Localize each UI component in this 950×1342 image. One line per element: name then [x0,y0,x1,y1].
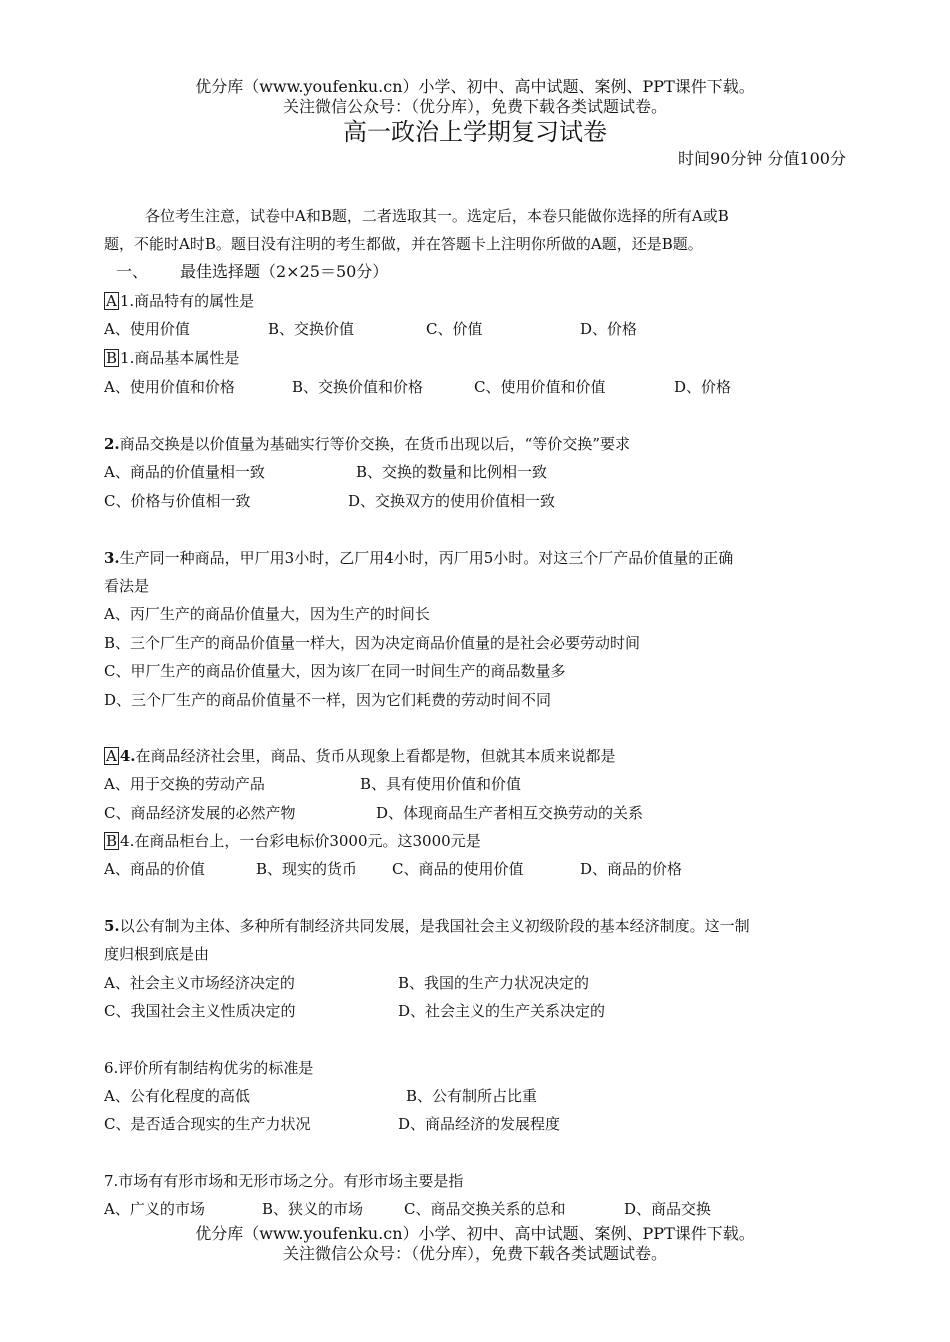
option-c: C、我国社会主义性质决定的 [104,1002,296,1020]
footer-line-2: 关注微信公众号：（优分库），免费下载各类试题试卷。 [282,1244,667,1263]
question-stem-line-1: 以公有制为主体、多种所有制经济共同发展，是我国社会主义初级阶段的基本经济制度。这一制 [119,917,750,935]
option-c: C、商品交换关系的总和 [404,1200,566,1218]
instructions-line-2: 题，不能时A时B。题目没有注明的考生都做，并在答题卡上注明你所做的A题，还是B题。 [104,235,703,253]
option-c: C、价值 [426,320,483,338]
question-1a [104,291,254,311]
question-2 [104,434,630,454]
question-stem-line-1: 生产同一种商品，甲厂用3小时，乙厂用4小时，丙厂用5小时。对这三个厂产品价值量的正确 [119,549,734,567]
option-c: C、使用价值和价值 [474,378,606,396]
option-b: B、三个厂生产的商品价值量一样大，因为决定商品价值量的是社会必要劳动时间 [104,634,641,652]
option-b: B、现实的货币 [256,860,358,878]
variant-b-tag: B [106,349,118,367]
question-4b [104,831,481,851]
question-stem-line-2: 看法是 [104,577,150,595]
option-a: A、广义的市场 [104,1200,205,1218]
header-line-1: 优分库（www.youfenku.cn）小学、初中、高中试题、案例、PPT课件下载。 [195,77,755,96]
option-b: B、具有使用价值和价值 [360,775,522,793]
question-stem-line-2: 度归根到底是由 [104,945,210,963]
question-4a [104,746,616,766]
option-c: C、甲厂生产的商品价值量大，因为该厂在同一时间生产的商品数量多 [104,662,566,680]
option-a: A、使用价值和价格 [104,378,235,396]
variant-b-tag: B [106,832,118,850]
option-a: A、社会主义市场经济决定的 [104,974,295,992]
question-stem: 在商品经济社会里，商品、货币从现象上看都是物，但就其本质来说都是 [135,747,616,765]
question-stem: 4.在商品柜台上，一台彩电标价3000元。这3000元是 [120,832,481,850]
option-a: A、使用价值 [104,320,190,338]
option-b: B、交换的数量和比例相一致 [356,463,548,481]
variant-a-tag: A [106,292,117,310]
instructions-line-1: 各位考生注意，试卷中A和B题，二者选取其一。选定后，本卷只能做你选择的所有A或B [145,207,729,225]
question-number: 5. [104,917,120,935]
option-b: B、交换价值 [268,320,355,338]
option-a: A、用于交换的劳动产品 [104,775,265,793]
option-d: D、价格 [580,320,638,338]
option-a: A、商品的价值 [104,860,205,878]
option-b: B、我国的生产力状况决定的 [398,974,590,992]
option-d: D、商品交换 [624,1200,712,1218]
question-stem: 商品交换是以价值量为基础实行等价交换，在货币出现以后，“等价交换”要求 [119,435,631,453]
option-b: B、交换价值和价格 [292,378,424,396]
variant-a-tag: A [106,747,117,765]
option-a: A、公有化程度的高低 [104,1087,250,1105]
option-c: C、价格与价值相一致 [104,492,251,510]
option-d: D、三个厂生产的商品价值量不一样，因为它们耗费的劳动时间不同 [104,691,552,709]
question-6: 6.评价所有制结构优劣的标准是 [104,1059,314,1077]
question-1b [104,348,239,368]
question-number: 3. [104,549,120,567]
section-title: 最佳选择题（2×25＝50分） [180,262,389,281]
question-number: 2. [104,435,120,453]
option-d: D、商品经济的发展程度 [398,1115,561,1133]
option-a: A、丙厂生产的商品价值量大，因为生产的时间长 [104,605,430,623]
question-3 [104,548,733,568]
question-5 [104,916,750,936]
option-a: A、商品的价值量相一致 [104,463,265,481]
question-7: 7.市场有有形市场和无形市场之分。有形市场主要是指 [104,1172,464,1190]
option-b: B、狭义的市场 [262,1200,364,1218]
exam-meta: 时间90分钟 分值100分 [678,149,846,168]
option-d: D、价格 [674,378,732,396]
option-d: D、交换双方的使用价值相一致 [348,492,556,510]
question-stem: 1.商品特有的属性是 [119,292,255,310]
option-d: D、商品的价格 [580,860,683,878]
section-number: 一、 [116,262,149,281]
question-number: 4. [119,747,136,765]
footer-line-1: 优分库（www.youfenku.cn）小学、初中、高中试题、案例、PPT课件下载。 [195,1224,755,1243]
header-line-2: 关注微信公众号：（优分库），免费下载各类试题试卷。 [282,97,667,116]
option-b: B、公有制所占比重 [406,1087,538,1105]
question-stem: 1.商品基本属性是 [120,349,240,367]
option-c: C、商品的使用价值 [392,860,524,878]
option-d: D、社会主义的生产关系决定的 [398,1002,606,1020]
page-title: 高一政治上学期复习试卷 [343,118,607,146]
option-d: D、体现商品生产者相互交换劳动的关系 [376,804,644,822]
option-c: C、商品经济发展的必然产物 [104,804,296,822]
option-c: C、是否适合现实的生产力状况 [104,1115,311,1133]
